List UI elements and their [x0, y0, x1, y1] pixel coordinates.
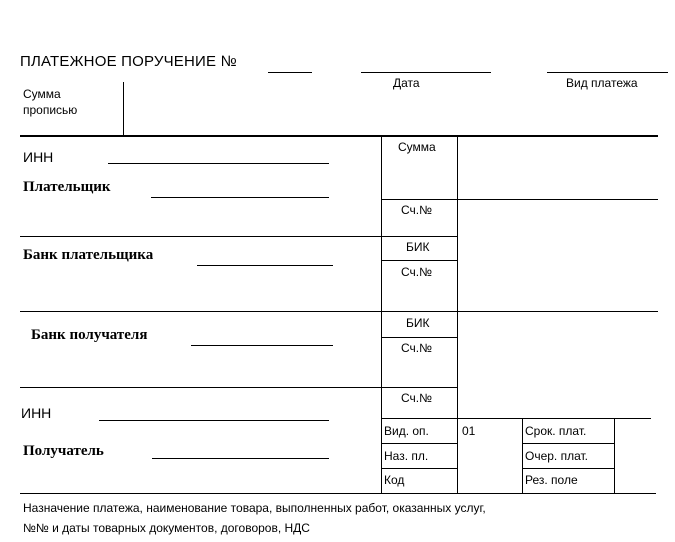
payer-inn-label: ИНН — [23, 149, 54, 165]
account3-label: Сч.№ — [401, 341, 432, 355]
recipient-inn-label: ИНН — [21, 405, 52, 421]
account1-label: Сч.№ — [401, 203, 432, 217]
recipient-label: Получатель — [23, 443, 104, 459]
bik1-label: БИК — [406, 240, 430, 254]
recipient-inn-line[interactable] — [99, 420, 329, 421]
column-divider-left — [381, 135, 382, 493]
payment-purpose-line2: №№ и даты товарных документов, договоров, НДС — [23, 521, 310, 535]
bik1-bottom-rule — [381, 260, 457, 261]
bik2-bottom-rule — [381, 337, 457, 338]
payer-bank-label: Банк плательщика — [23, 247, 154, 263]
payment-type-line[interactable] — [547, 72, 668, 73]
amount-in-words-field[interactable] — [124, 82, 654, 134]
account4-bottom-rule — [381, 418, 651, 419]
recipient-bank-label: Банк получателя — [31, 327, 148, 343]
recipient-bank-top-rule — [20, 311, 658, 312]
account1-bottom-rule — [381, 236, 457, 237]
payment-purpose-line1: Назначение платежа, наименование товара, выполненных работ, оказанных услуг, — [23, 501, 486, 515]
payer-bank-line[interactable] — [197, 265, 333, 266]
order-bottom-rule — [522, 468, 614, 469]
amount-in-words-label-line2: прописью — [23, 103, 78, 117]
payer-label: Плательщик — [23, 179, 111, 195]
sum-label: Сумма — [398, 140, 436, 154]
recipient-name-line[interactable] — [152, 458, 329, 459]
main-top-rule — [20, 135, 658, 137]
details-divider-right — [614, 418, 615, 493]
payment-order-label: Очер. плат. — [525, 449, 589, 463]
payer-name-line[interactable] — [151, 197, 329, 198]
account2-label: Сч.№ — [401, 265, 432, 279]
purpose-short-bottom-rule — [381, 468, 457, 469]
column-divider-right — [457, 135, 458, 493]
payer-inn-line[interactable] — [108, 163, 329, 164]
payment-term-label: Срок. плат. — [525, 424, 587, 438]
op-type-label: Вид. оп. — [384, 424, 429, 438]
recipient-bank-line[interactable] — [191, 345, 333, 346]
amount-in-words-label-line1: Сумма — [23, 87, 61, 101]
details-divider-left — [522, 418, 523, 493]
form-title: ПЛАТЕЖНОЕ ПОРУЧЕНИЕ № — [20, 53, 237, 70]
main-bottom-rule — [20, 493, 656, 494]
account3-bottom-rule — [381, 387, 457, 388]
payment-purpose-label — [23, 498, 486, 538]
payment-type-label: Вид платежа — [566, 76, 638, 90]
date-label: Дата — [393, 76, 420, 90]
account4-label: Сч.№ — [401, 391, 432, 405]
reserve-field-label: Рез. поле — [525, 473, 578, 487]
amount-in-words-label — [23, 86, 77, 118]
sum-bottom-rule — [381, 199, 658, 200]
term-bottom-rule — [522, 443, 614, 444]
document-number-line[interactable] — [268, 72, 312, 73]
date-line[interactable] — [361, 72, 491, 73]
op-type-value: 01 — [462, 424, 476, 438]
purpose-short-label: Наз. пл. — [384, 449, 429, 463]
op-type-bottom-rule — [381, 443, 457, 444]
code-label: Код — [384, 473, 405, 487]
bik2-label: БИК — [406, 316, 430, 330]
